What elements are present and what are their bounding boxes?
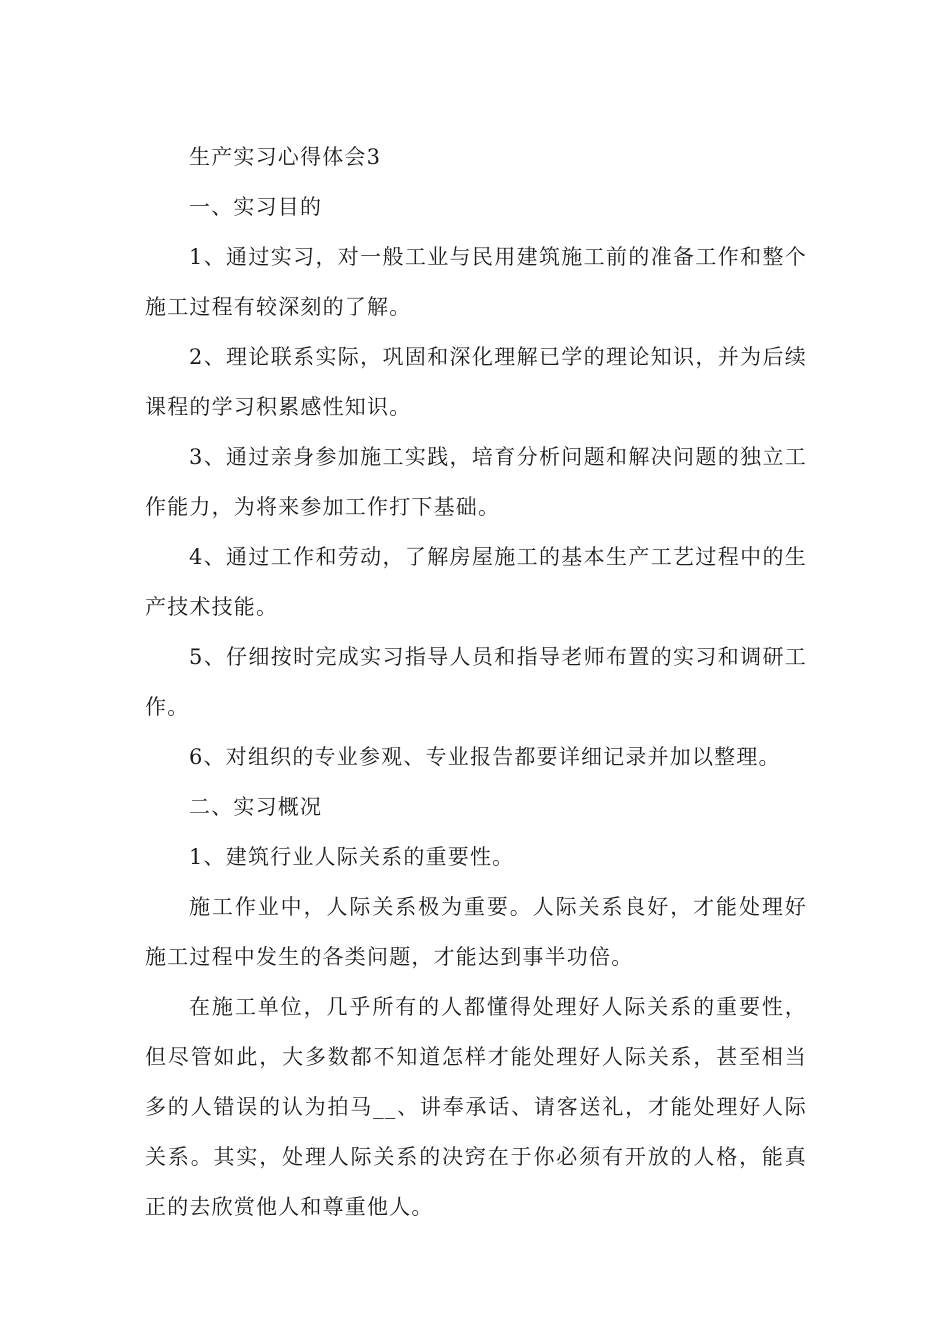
paragraph-line: 产技术技能。 [145,595,279,619]
paragraph-line: 在施工单位，几乎所有的人都懂得处理好人际关系的重要性， [189,995,807,1019]
paragraph-line: 施工过程中发生的各类问题，才能达到事半功倍。 [145,945,634,969]
paragraph-line: 2、理论联系实际，巩固和深化理解已学的理论知识，并为后续 [189,345,807,369]
paragraph-line: 但尽管如此，大多数都不知道怎样才能处理好人际关系，甚至相当 [145,1045,807,1069]
section-heading-overview: 二、实习概况 [189,795,323,819]
paragraph-line: 5、仔细按时完成实习指导人员和指导老师布置的实习和调研工 [189,645,807,669]
paragraph-line: 施工过程有较深刻的了解。 [145,295,412,319]
paragraph-line: 6、对组织的专业参观、专业报告都要详细记录并加以整理。 [189,745,781,769]
paragraph-line: 作。 [145,695,190,719]
document-title: 生产实习心得体会3 [189,145,382,169]
paragraph-line: 3、通过亲身参加施工实践，培育分析问题和解决问题的独立工 [189,445,807,469]
paragraph-line: 正的去欣赏他人和尊重他人。 [145,1195,434,1219]
document-body [145,132,807,1232]
paragraph-line: 作能力，为将来参加工作打下基础。 [145,495,501,519]
paragraph-line: 施工作业中，人际关系极为重要。人际关系良好，才能处理好 [189,895,807,919]
paragraph-line: 1、通过实习，对一般工业与民用建筑施工前的准备工作和整个 [189,245,807,269]
subheading: 1、建筑行业人际关系的重要性。 [189,845,515,869]
paragraph-line: 关系。其实，处理人际关系的决窍在于你必须有开放的人格，能真 [145,1145,807,1169]
paragraph-line: 多的人错误的认为拍马__、讲奉承话、请客送礼，才能处理好人际 [145,1095,807,1119]
paragraph-line: 课程的学习积累感性知识。 [145,395,412,419]
paragraph-line: 4、通过工作和劳动，了解房屋施工的基本生产工艺过程中的生 [189,545,807,569]
section-heading-purpose: 一、实习目的 [189,195,323,219]
